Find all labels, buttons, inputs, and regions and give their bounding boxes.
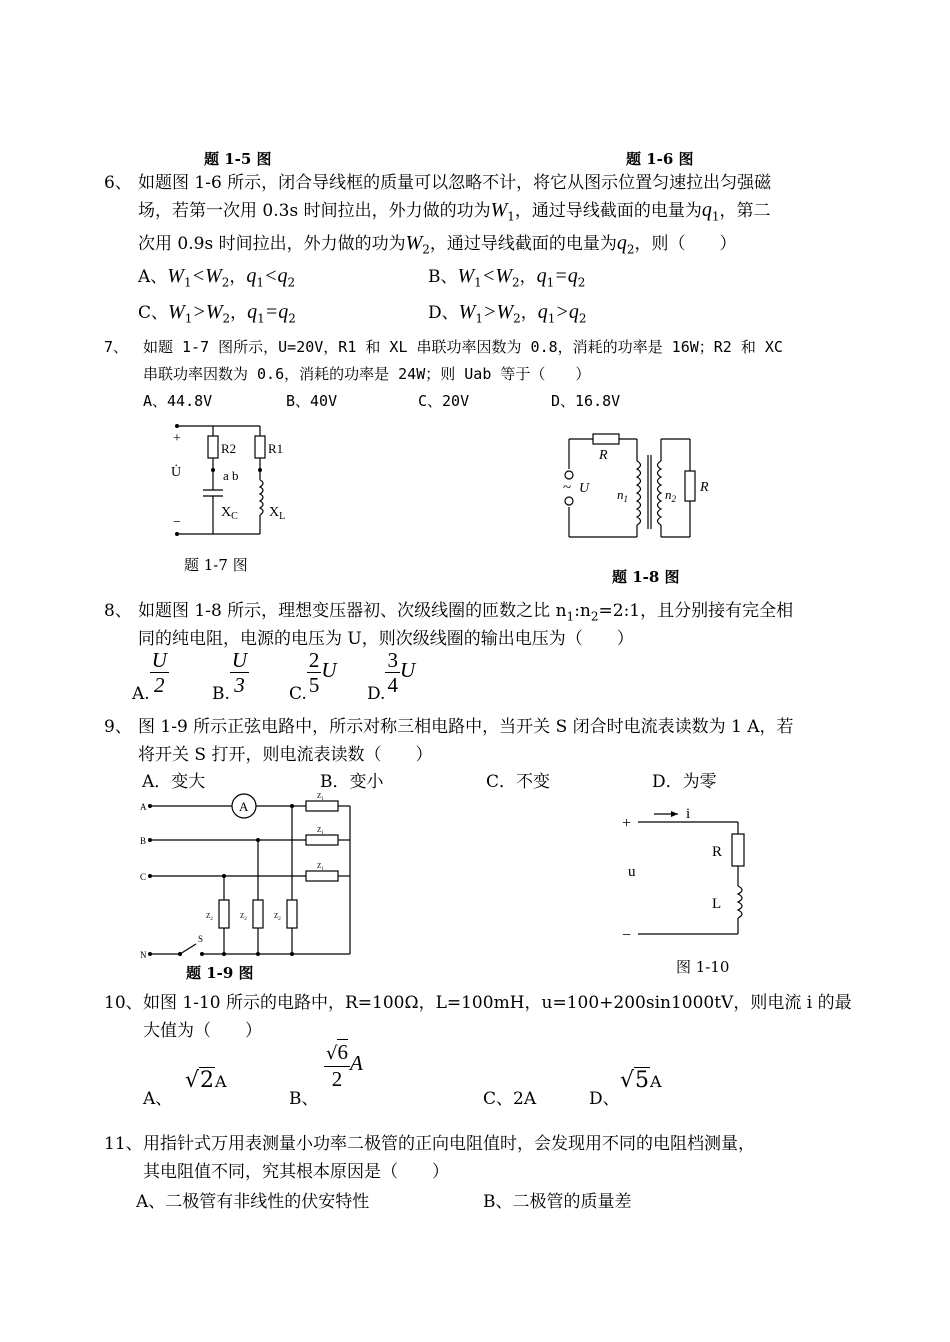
sub: 1 (547, 311, 556, 326)
u-symbol: U (399, 658, 416, 682)
q6-line1: 如题图 1-6 所示，闭合导线框的质量可以忽略不计，将它从图示位置匀速拉出匀强磁 (138, 173, 772, 193)
sub: 1 (184, 311, 193, 326)
sub: 1 (507, 209, 515, 224)
fig10-current-label: i (686, 806, 691, 822)
sub: 1 (475, 311, 483, 326)
sub: 1 (474, 275, 482, 290)
den: 5 (308, 673, 320, 697)
caption-fig1-9: 题 1-9 图 (186, 964, 254, 982)
q6-option-d (428, 298, 587, 325)
sqrt-sign: √ (326, 1043, 338, 1064)
op: = (264, 301, 279, 323)
q11-number: 11、 (104, 1134, 143, 1154)
figure-1-9-circuit (140, 790, 360, 962)
fig9-neutral: N (140, 950, 147, 960)
option-label: A、 (138, 267, 168, 287)
sub: 2 (221, 275, 230, 290)
q10-option-d (620, 1068, 662, 1093)
comma: ， (230, 303, 248, 323)
num: U (151, 648, 167, 672)
op: < (191, 265, 206, 287)
q6-line2c: ，第二 (719, 201, 771, 221)
figure-1-7-circuit (165, 418, 305, 548)
sqrt-sign: √ (620, 1068, 635, 1093)
sub: 2 (577, 275, 586, 290)
q-symbol: q (701, 199, 712, 221)
fig7-xl-label: $X_L$ (269, 505, 286, 522)
q9-option-c: C．不变 (486, 772, 551, 792)
q11-option-b: B、二极管的质量差 (483, 1192, 632, 1212)
fig10-r-label: R (712, 844, 723, 860)
q10-option-b (324, 1040, 363, 1091)
radicand: 6 (337, 1040, 348, 1064)
fig9-z2-label: $Z_2$ (240, 912, 247, 922)
caption-fig1-10: 图 1-10 (676, 958, 730, 976)
q6-option-a (138, 262, 295, 289)
text: 如题图 1-8 所示，理想变压器初、次级线圈的匝数之比 n (138, 601, 567, 621)
sub: 2 (590, 609, 599, 624)
q-symbol: q (278, 301, 289, 323)
q6-line2b: ，通过导线截面的电量为 (514, 201, 702, 221)
fig7-xc-label: $X_C$ (221, 505, 238, 522)
w-symbol: W (495, 265, 512, 287)
q6-line2a: 场，若第一次用 0.3s 时间拉出，外力做的功为 (138, 201, 491, 221)
q8-option-b (212, 648, 249, 704)
q10-line1: 如图 1-10 所示的电路中，R=100Ω，L=100mH，u=100+200sin1000tV，则电流 i 的最 (143, 993, 852, 1013)
q8-option-d (367, 648, 415, 704)
op: < (264, 265, 278, 287)
q11-option-a: A、二极管有非线性的伏安特性 (136, 1192, 370, 1212)
q-symbol: q (616, 232, 627, 254)
fig8-tilde: ~ (563, 480, 572, 496)
fig9-z2-label: $Z_2$ (206, 912, 213, 922)
q11-line1: 用指针式万用表测量小功率二极管的正向电阻值时，会发现用不同的电阻档测量， (143, 1134, 755, 1154)
q6-line3c: ，则（ ） (634, 234, 737, 254)
q10-option-c: C、2A (483, 1089, 537, 1109)
fig7-minus: − (173, 515, 181, 530)
q7-option-a: A、44.8V (143, 392, 213, 410)
q10-line2: 大值为（ ） (143, 1021, 262, 1041)
den: 4 (387, 673, 398, 697)
sub: 2 (288, 311, 296, 326)
q9-option-d: D．为零 (652, 772, 717, 792)
figure-1-8-circuit (555, 425, 725, 545)
option-label: A. (132, 684, 150, 704)
fig8-u-label: U (579, 481, 590, 496)
den: 2 (154, 673, 165, 697)
q10-option-a (185, 1068, 227, 1093)
q8-line2: 同的纯电阻，电源的电压为 U，则次级线圈的输出电压为（ ） (138, 629, 634, 649)
q6-line3b: ，通过导线截面的电量为 (429, 234, 617, 254)
q8-number: 8、 (104, 601, 132, 621)
text: :n (574, 601, 591, 621)
q8-option-c (289, 648, 336, 704)
q-symbol: q (246, 265, 257, 287)
fig8-r-secondary: R (700, 480, 709, 495)
op: > (482, 301, 497, 323)
sub: 2 (287, 275, 296, 290)
fig9-z2-label: $Z_2$ (274, 912, 281, 922)
w-symbol: W (458, 301, 476, 323)
op: < (481, 265, 496, 287)
q9-line1: 图 1-9 所示正弦电路中，所示对称三相电路中，当开关 S 闭合时电流表读数为 1 A，若 (138, 717, 794, 737)
caption-fig1-6: 题 1-6 图 (626, 150, 694, 168)
q-symbol: q (247, 301, 258, 323)
q9-number: 9、 (104, 717, 132, 737)
unit: A (215, 1072, 227, 1091)
fig9-z1-label: $Z_1$ (317, 826, 324, 836)
sub: 2 (511, 275, 520, 290)
q9-option-a: A．变大 (142, 772, 206, 792)
caption-fig1-8: 题 1-8 图 (612, 568, 680, 586)
w-symbol: W (205, 301, 223, 323)
fig9-phase-a: A (140, 802, 147, 812)
fig10-minus: − (622, 927, 632, 944)
num: 2 (308, 648, 320, 672)
w-symbol: W (490, 199, 508, 221)
sub: 2 (222, 311, 231, 326)
q7-option-d: D、16.8V (551, 392, 621, 410)
q6-option-c (138, 298, 296, 325)
q7-line2: 串联功率因数为 0.6，消耗的功率是 24W；则 Uab 等于（ ） (143, 365, 591, 383)
fig9-switch-label: S (198, 934, 204, 944)
fig9-z1-label: $Z_1$ (317, 862, 324, 872)
q6-line3a: 次用 0.9s 时间拉出，外力做的功为 (138, 234, 406, 254)
sub: 1 (183, 275, 192, 290)
q10-option-d-label: D、 (589, 1089, 620, 1109)
fig7-ab-label: a b (223, 468, 239, 483)
unit: A (650, 1072, 662, 1091)
option-label: D. (367, 684, 386, 704)
q-symbol: q (536, 265, 547, 287)
den: 3 (234, 673, 245, 697)
sub: 1 (711, 209, 720, 224)
q7-line1: 如题 1-7 图所示，U=20V，R1 和 XL 串联功率因数为 0.8，消耗的功率是 16W；R2 和 XC (143, 338, 783, 356)
fig9-phase-b: B (140, 836, 147, 846)
caption-fig1-7: 题 1-7 图 (184, 556, 248, 574)
q-symbol: q (537, 301, 548, 323)
radicand: 5 (635, 1068, 650, 1093)
fig10-plus: + (622, 815, 632, 832)
option-label: C. (289, 684, 307, 704)
fig8-n2-label: $n_2$ (665, 487, 676, 504)
option-label: D、 (428, 303, 459, 323)
q-symbol: q (277, 265, 288, 287)
comma: ， (520, 303, 538, 323)
sub: 2 (513, 311, 521, 326)
fig9-z1-label: $Z_1$ (317, 792, 324, 802)
sub: 1 (257, 311, 265, 326)
w-symbol: W (205, 265, 222, 287)
sub: 2 (626, 242, 635, 257)
ammeter-icon: A (239, 799, 249, 814)
q10-number: 10、 (104, 993, 143, 1013)
sub: 1 (566, 609, 575, 624)
caption-fig1-5: 题 1-5 图 (204, 150, 272, 168)
q-symbol: q (567, 265, 578, 287)
q6-number: 6、 (104, 173, 132, 193)
u-symbol: U (321, 658, 337, 682)
w-symbol: W (168, 301, 185, 323)
comma: ， (229, 267, 247, 287)
op: > (555, 301, 569, 323)
w-symbol: W (496, 301, 514, 323)
radicand: 2 (200, 1068, 215, 1093)
comma: ， (519, 267, 537, 287)
option-label: B、 (428, 267, 458, 287)
q7-option-c: C、20V (418, 392, 470, 410)
q8-line1 (138, 596, 793, 623)
w-symbol: W (405, 232, 423, 254)
q10-option-b-label: B、 (289, 1089, 319, 1109)
w-symbol: W (457, 265, 475, 287)
op: > (192, 301, 206, 323)
fig7-voltage: U̇ (171, 465, 182, 480)
q7-number: 7、 (104, 338, 129, 356)
q-symbol: q (568, 301, 579, 323)
q9-option-b: B．变小 (320, 772, 384, 792)
q8-option-a (132, 648, 169, 704)
num: 3 (387, 648, 398, 672)
option-label: B. (212, 684, 230, 704)
sub: 1 (546, 275, 555, 290)
option-label: C、 (138, 303, 169, 323)
sub: 2 (578, 311, 587, 326)
sub: 1 (256, 275, 265, 290)
q9-line2: 将开关 S 打开，则电流表读数（ ） (138, 745, 433, 765)
op: = (554, 265, 568, 287)
q10-option-a-label: A、 (143, 1089, 173, 1109)
q6-option-b (428, 262, 585, 289)
fig7-plus: + (173, 431, 181, 446)
text: =2:1，且分别接有完全相 (598, 601, 794, 621)
sqrt-sign: √ (185, 1068, 200, 1093)
fig7-r1-label: R1 (268, 441, 284, 456)
q7-option-b: B、40V (286, 392, 338, 410)
fig8-n1-label: $n_1$ (617, 487, 628, 504)
w-symbol: W (167, 265, 184, 287)
sub: 2 (422, 242, 430, 257)
den: 2 (331, 1067, 343, 1091)
fig9-phase-c: C (140, 872, 147, 882)
num: U (231, 648, 248, 672)
fig8-r-primary: R (599, 448, 608, 463)
fig7-r2-label: R2 (221, 441, 237, 456)
q11-line2: 其电阻值不同，究其根本原因是（ ） (143, 1162, 449, 1182)
figure-1-10-circuit (620, 800, 760, 950)
fig10-voltage-label: u (628, 864, 636, 880)
fig10-l-label: L (712, 896, 722, 912)
unit: A (349, 1051, 363, 1075)
